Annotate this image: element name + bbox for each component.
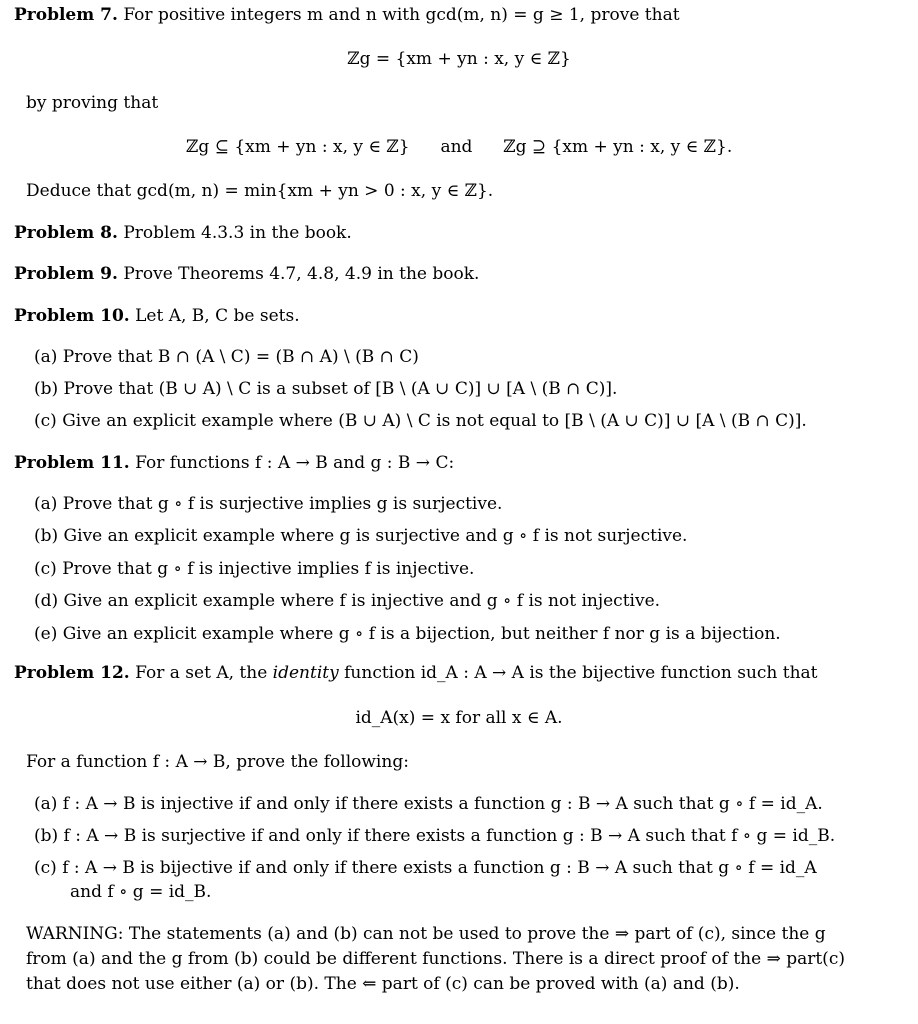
problem-7-display-1: ℤg = {xm + yn : x, y ∈ ℤ} <box>347 49 571 69</box>
problem-7-subset-statement: ℤg ⊆ {xm + yn : x, y ∈ ℤ} <box>186 137 410 157</box>
problem-8-text: Problem 4.3.3 in the book. <box>123 223 352 243</box>
problem-11-heading <box>14 452 454 474</box>
problem-12-label: Problem 12. <box>14 663 130 683</box>
problem-7-and: and <box>440 137 473 157</box>
problem-10-item-b: (b) Prove that (B ∪ A) \ C is a subset of [B \ (A ∪ C)] ∪ [A \ (B ∩ C)]. <box>34 379 618 399</box>
problem-12-item-c: (c) f : A → B is bijective if and only if there exists a function g : B → A such that g ∘ f = id_A <box>34 858 817 878</box>
problem-12-text-emphasis: identity <box>272 663 339 683</box>
warning-line-2: from (a) and the g from (b) could be different functions. There is a direct proof of the ⇒ part(c) <box>26 949 845 969</box>
problem-7-display-2 <box>186 136 732 158</box>
problem-8-label: Problem 8. <box>14 223 118 243</box>
problem-7-heading <box>14 4 680 26</box>
problem-12-item-c-cont: and f ∘ g = id_B. <box>70 882 212 902</box>
problem-11-item-d: (d) Give an explicit example where f is injective and g ∘ f is not injective. <box>34 591 661 611</box>
problem-11-item-c: (c) Prove that g ∘ f is injective implies f is injective. <box>34 559 475 579</box>
problem-12-display: id_A(x) = x for all x ∈ A. <box>355 708 563 728</box>
problem-12-for-function: For a function f : A → B, prove the following: <box>26 752 409 772</box>
problem-10-text: Let A, B, C be sets. <box>135 306 300 326</box>
problem-8 <box>14 222 352 244</box>
problem-9-text: Prove Theorems 4.7, 4.8, 4.9 in the book. <box>123 264 480 284</box>
warning-line-1: WARNING: The statements (a) and (b) can not be used to prove the ⇒ part of (c), since the g <box>26 924 826 944</box>
problem-7-label: Problem 7. <box>14 5 118 25</box>
warning-line-3: that does not use either (a) or (b). The ⇐ part of (c) can be proved with (a) and (b). <box>26 974 740 994</box>
problem-9-label: Problem 9. <box>14 264 118 284</box>
problem-12-text-pre: For a set A, the <box>135 663 268 683</box>
problem-12-item-a: (a) f : A → B is injective if and only if there exists a function g : B → A such that g ∘ f = id_A. <box>34 794 823 814</box>
problem-11-text: For functions f : A → B and g : B → C: <box>135 453 455 473</box>
problem-12-text-post: function id_A : A → A is the bijective function such that <box>344 663 818 683</box>
problem-11-item-a: (a) Prove that g ∘ f is surjective implies g is surjective. <box>34 494 503 514</box>
problem-7-superset-statement: ℤg ⊇ {xm + yn : x, y ∈ ℤ}. <box>503 137 733 157</box>
problem-10-label: Problem 10. <box>14 306 130 326</box>
problem-10-heading <box>14 305 300 327</box>
problem-7-deduce: Deduce that gcd(m, n) = min{xm + yn > 0 : x, y ∈ ℤ}. <box>26 181 494 201</box>
problem-7-intro: For positive integers m and n with gcd(m, n) = g ≥ 1, prove that <box>123 5 680 25</box>
problem-10-item-a: (a) Prove that B ∩ (A \ C) = (B ∩ A) \ (B ∩ C) <box>34 347 419 367</box>
problem-12-heading <box>14 662 818 684</box>
problem-12-item-b: (b) f : A → B is surjective if and only if there exists a function g : B → A such that f ∘ g = id_B. <box>34 826 836 846</box>
problem-11-item-e: (e) Give an explicit example where g ∘ f is a bijection, but neither f nor g is a bijection. <box>34 624 781 644</box>
problem-7-by-proving: by proving that <box>26 93 159 113</box>
problem-11-item-b: (b) Give an explicit example where g is surjective and g ∘ f is not surjective. <box>34 526 688 546</box>
problem-10-item-c: (c) Give an explicit example where (B ∪ A) \ C is not equal to [B \ (A ∪ C)] ∪ [A \ (B ∩ C)]. <box>34 411 807 431</box>
problem-11-label: Problem 11. <box>14 453 130 473</box>
problem-9 <box>14 263 479 285</box>
